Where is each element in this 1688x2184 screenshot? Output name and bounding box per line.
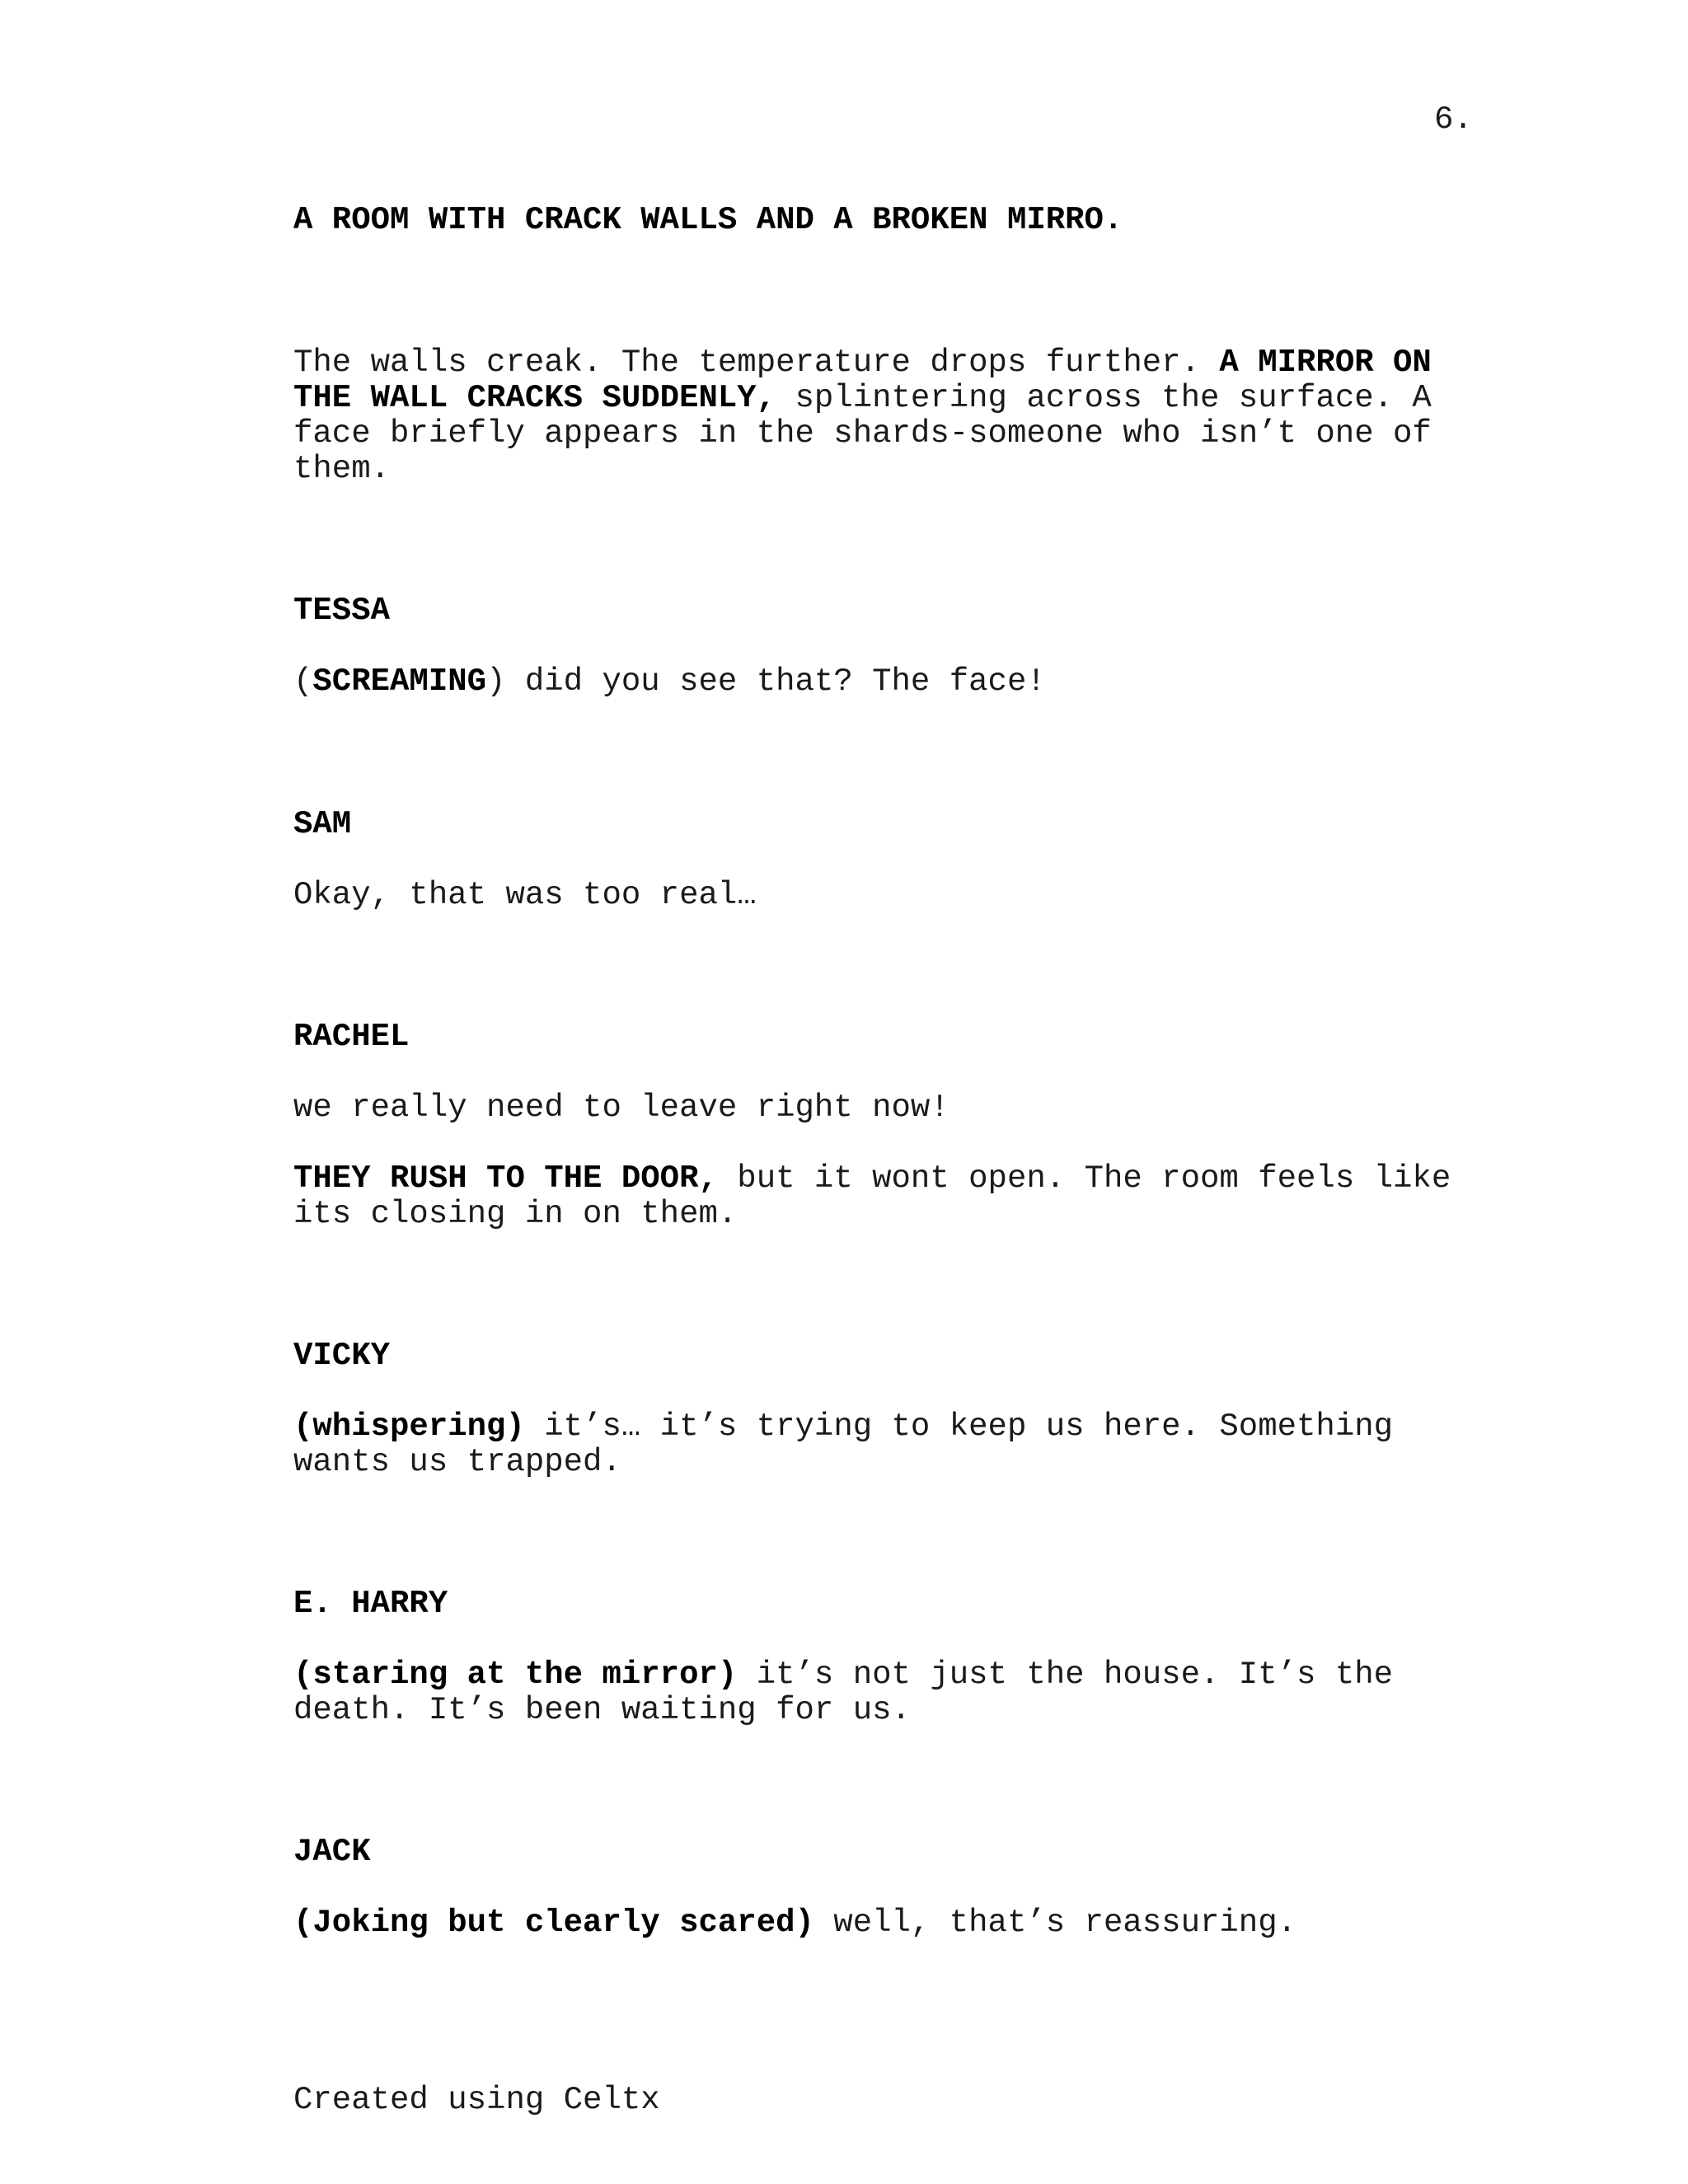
parenthetical: (staring at the mirror) <box>293 1657 738 1693</box>
dialogue-text: ) did you see that? The face! <box>486 663 1046 700</box>
page-number: 6. <box>1434 101 1473 138</box>
character-name: JACK <box>293 1834 371 1870</box>
action-line <box>293 345 1432 381</box>
character-name: TESSA <box>293 593 391 629</box>
action-line: them. <box>293 451 391 487</box>
scene-heading: A ROOM WITH CRACK WALLS AND A BROKEN MIRRO. <box>293 202 1123 238</box>
character-name: VICKY <box>293 1338 391 1374</box>
dialogue-text: well, that’s reassuring. <box>814 1905 1297 1941</box>
action-line: face briefly appears in the shards-someone who isn’t one of <box>293 415 1432 452</box>
character-name: SAM <box>293 806 352 842</box>
character-name: E. HARRY <box>293 1586 448 1622</box>
dialogue-line <box>293 1905 1296 1941</box>
action-line <box>293 381 1432 416</box>
dialogue-text: it’s not just the house. It’s the <box>737 1657 1394 1693</box>
action-emphasis: THE WALL CRACKS SUDDENLY, <box>293 380 776 416</box>
dialogue-line: we really need to leave right now! <box>293 1090 950 1126</box>
parenthetical: (whispering) <box>293 1408 525 1445</box>
dialogue-line <box>293 664 1046 700</box>
parenthetical: SCREAMING <box>312 663 487 700</box>
dialogue-line: wants us trapped. <box>293 1444 621 1480</box>
paren-open: ( <box>293 663 313 700</box>
action-emphasis: THEY RUSH TO THE DOOR, <box>293 1160 718 1197</box>
action-text: The walls creak. The temperature drops further. <box>293 344 1220 381</box>
action-text: but it wont open. The room feels like <box>717 1160 1451 1197</box>
parenthetical: (Joking but clearly scared) <box>293 1905 814 1941</box>
character-name: RACHEL <box>293 1019 410 1055</box>
dialogue-line: Okay, that was too real… <box>293 877 757 913</box>
action-text: splintering across the surface. A <box>776 380 1432 416</box>
dialogue-line: death. It’s been waiting for us. <box>293 1692 911 1728</box>
dialogue-line <box>293 1657 1393 1693</box>
dialogue-text: it’s… it’s trying to keep us here. Something <box>524 1408 1394 1445</box>
dialogue-line <box>293 1409 1393 1445</box>
action-emphasis: A MIRROR ON <box>1219 344 1432 381</box>
footer-credit: Created using Celtx <box>293 2082 660 2118</box>
action-line <box>293 1161 1451 1197</box>
action-line: its closing in on them. <box>293 1196 738 1232</box>
